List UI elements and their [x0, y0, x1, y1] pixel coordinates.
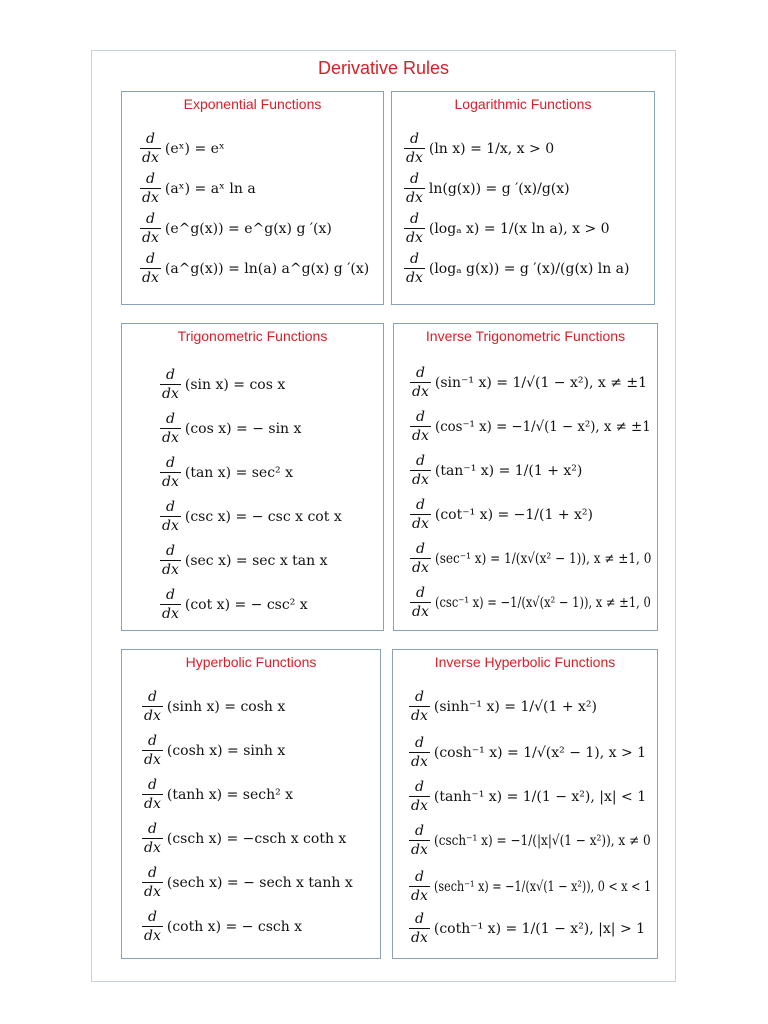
formula-inverse-trigonometric-6: $\frac{d}{dx}$ (csc⁻¹ x) = −1/(x√(x² − 1)), x ≠ ±1, 0	[412, 585, 651, 620]
formula-exponential-2: $\frac{d}{dx}$ (aˣ) = aˣ ln a	[142, 171, 256, 206]
formula-hyperbolic-5: $\frac{d}{dx}$ (sech x) = − sech x tanh x	[144, 865, 353, 900]
formula-hyperbolic-3: $\frac{d}{dx}$ (tanh x) = sech² x	[144, 777, 294, 812]
panel-title-exponential: Exponential Functions	[183, 96, 322, 112]
formula-logarithmic-4: $\frac{d}{dx}$ (logₐ g(x)) = g ′(x)/(g(x) ln a)	[406, 251, 630, 286]
formula-exponential-1: $\frac{d}{dx}$ (eˣ) = eˣ	[142, 131, 225, 166]
panel-title-inverse-hyperbolic: Inverse Hyperbolic Functions	[434, 654, 616, 670]
formula-inverse-trigonometric-3: $\frac{d}{dx}$ (tan⁻¹ x) = 1/(1 + x²)	[412, 453, 583, 488]
formula-inverse-hyperbolic-3: $\frac{d}{dx}$ (tanh⁻¹ x) = 1/(1 − x²), |x| < 1	[411, 779, 647, 814]
panel-title-logarithmic: Logarithmic Functions	[454, 96, 592, 112]
panel-title-trigonometric: Trigonometric Functions	[177, 328, 328, 344]
formula-hyperbolic-4: $\frac{d}{dx}$ (csch x) = −csch x coth x	[144, 821, 347, 856]
panel-hyperbolic	[121, 649, 381, 959]
panel-inverse-trigonometric	[393, 323, 658, 631]
formula-trigonometric-6: $\frac{d}{dx}$ (cot x) = − csc² x	[162, 587, 308, 622]
formula-logarithmic-1: $\frac{d}{dx}$ (ln x) = 1/x, x > 0	[406, 131, 555, 166]
formula-hyperbolic-6: $\frac{d}{dx}$ (coth x) = − csch x	[144, 909, 303, 944]
formula-trigonometric-5: $\frac{d}{dx}$ (sec x) = sec x tan x	[162, 543, 328, 578]
formula-inverse-hyperbolic-5: $\frac{d}{dx}$ (sech⁻¹ x) = −1/(x√(1 − x²)), 0 < x < 1	[411, 869, 651, 904]
formula-hyperbolic-1: $\frac{d}{dx}$ (sinh x) = cosh x	[144, 689, 286, 724]
formula-inverse-hyperbolic-6: $\frac{d}{dx}$ (coth⁻¹ x) = 1/(1 − x²), |x| > 1	[411, 911, 646, 946]
formula-inverse-hyperbolic-4: $\frac{d}{dx}$ (csch⁻¹ x) = −1/(|x|√(1 − x²)), x ≠ 0	[411, 823, 651, 858]
formula-trigonometric-2: $\frac{d}{dx}$ (cos x) = − sin x	[162, 411, 302, 446]
formula-inverse-hyperbolic-2: $\frac{d}{dx}$ (cosh⁻¹ x) = 1/√(x² − 1), x > 1	[411, 735, 647, 770]
formula-inverse-trigonometric-5: $\frac{d}{dx}$ (sec⁻¹ x) = 1/(x√(x² − 1)), x ≠ ±1, 0	[412, 541, 652, 576]
formula-exponential-3: $\frac{d}{dx}$ (e^g(x)) = e^g(x) g ′(x)	[142, 211, 332, 246]
formula-inverse-hyperbolic-1: $\frac{d}{dx}$ (sinh⁻¹ x) = 1/√(1 + x²)	[411, 689, 597, 724]
formula-hyperbolic-2: $\frac{d}{dx}$ (cosh x) = sinh x	[144, 733, 286, 768]
derivative-rules-sheet	[91, 50, 676, 982]
panel-title-hyperbolic: Hyperbolic Functions	[185, 654, 317, 670]
formula-inverse-trigonometric-2: $\frac{d}{dx}$ (cos⁻¹ x) = −1/√(1 − x²), x ≠ ±1	[412, 409, 651, 444]
formula-trigonometric-4: $\frac{d}{dx}$ (csc x) = − csc x cot x	[162, 499, 342, 534]
formula-trigonometric-1: $\frac{d}{dx}$ (sin x) = cos x	[162, 367, 286, 402]
panel-inverse-hyperbolic	[392, 649, 658, 959]
formula-inverse-trigonometric-4: $\frac{d}{dx}$ (cot⁻¹ x) = −1/(1 + x²)	[412, 497, 593, 532]
panel-logarithmic	[391, 91, 655, 305]
formula-exponential-4: $\frac{d}{dx}$ (a^g(x)) = ln(a) a^g(x) g ′(x)	[142, 251, 370, 286]
panel-trigonometric	[121, 323, 384, 631]
page-title: Derivative Rules	[317, 58, 450, 78]
panel-exponential	[121, 91, 384, 305]
formula-inverse-trigonometric-1: $\frac{d}{dx}$ (sin⁻¹ x) = 1/√(1 − x²), x ≠ ±1	[412, 365, 648, 400]
panel-title-inverse-trigonometric: Inverse Trigonometric Functions	[425, 328, 626, 344]
formula-logarithmic-3: $\frac{d}{dx}$ (logₐ x) = 1/(x ln a), x > 0	[406, 211, 610, 246]
formula-trigonometric-3: $\frac{d}{dx}$ (tan x) = sec² x	[162, 455, 294, 490]
formula-logarithmic-2: $\frac{d}{dx}$ ln(g(x)) = g ′(x)/g(x)	[406, 171, 570, 206]
